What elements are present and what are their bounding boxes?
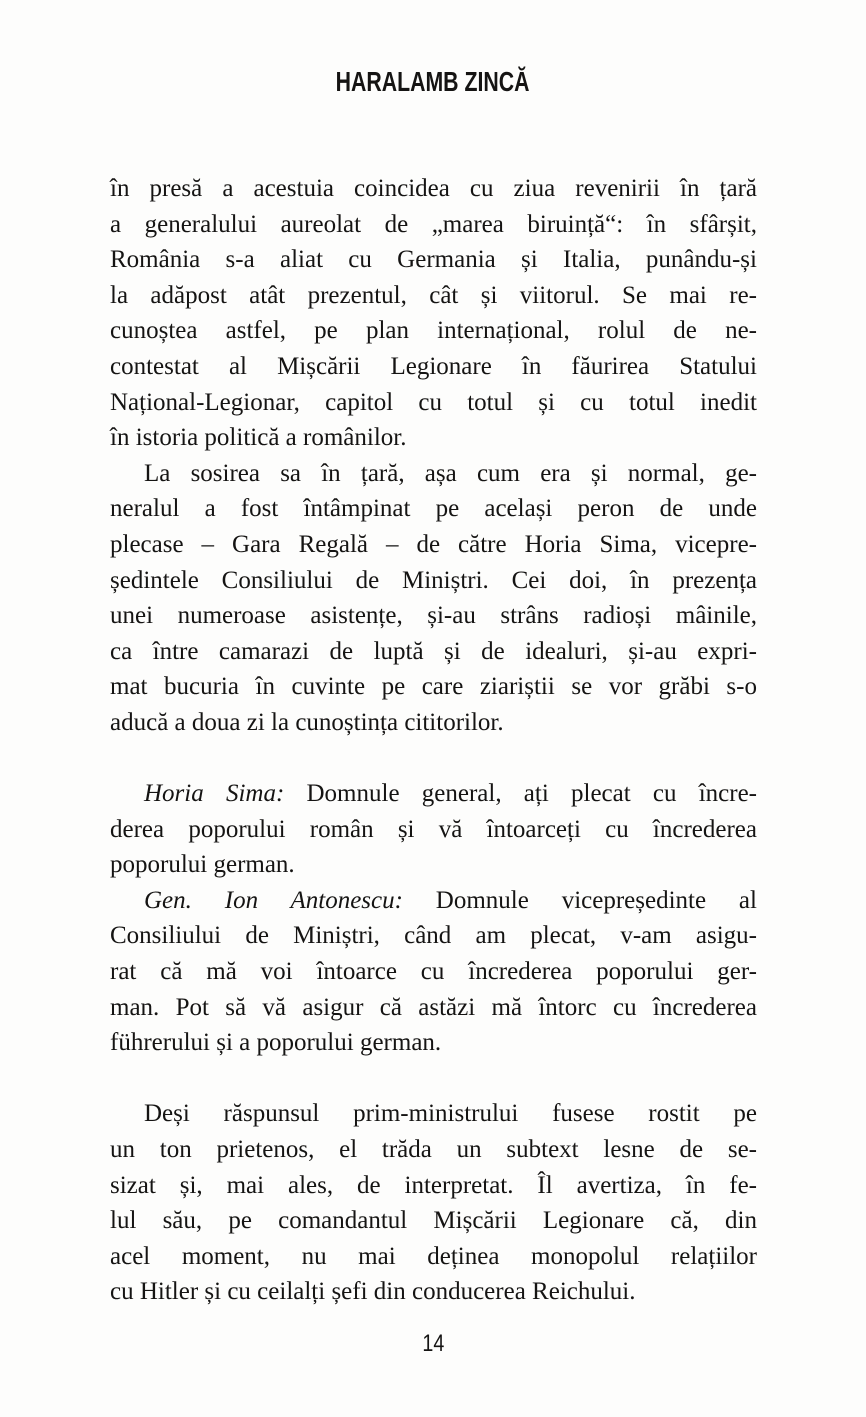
speaker-name: Gen. Ion Antonescu:: [144, 886, 403, 914]
text-line: Horia Sima: Domnule general, ați plecat cu încre-: [144, 780, 757, 808]
text-line: mat bucuria în cuvinte pe care ziariștii se vor grăbi s-o: [110, 673, 757, 701]
text-line: plecase – Gara Regală – de către Horia Sima, vicepre-: [110, 530, 757, 558]
text-line: în presă a acestuia coincidea cu ziua revenirii în țară: [110, 175, 757, 202]
text-line: Consiliului de Miniștri, când am plecat, v-am asigu-: [110, 922, 757, 950]
text-block: [110, 171, 757, 1310]
text-line: poporului german.: [110, 851, 295, 879]
text-line: aducă a doua zi la cunoștința cititorilor.: [110, 708, 504, 736]
text-line: sizat și, mai ales, de interpretat. Îl avertiza, în fe-: [110, 1171, 757, 1199]
paragraph-5: [110, 1096, 757, 1310]
text-line: lul său, pe comandantul Mișcării Legionare că, din: [110, 1207, 757, 1235]
text-line: un ton prietenos, el trăda un subtext lesne de se-: [110, 1136, 757, 1164]
text-line: acel moment, nu mai deținea monopolul relațiilor: [110, 1242, 757, 1270]
text-line: cu Hitler și cu ceilalți șefi din conducerea Reichului.: [110, 1278, 636, 1306]
paragraph-4: [110, 883, 757, 1061]
text-line: în istoria politică a românilor.: [110, 424, 407, 452]
text-line: derea poporului român și vă întoarceți cu încrederea: [110, 815, 757, 843]
text-line: La sosirea sa în țară, așa cum era și normal, ge-: [144, 459, 757, 487]
text-line: Deși răspunsul prim-ministrului fusese rostit pe: [144, 1100, 757, 1128]
paragraph-1: [110, 171, 757, 456]
text-line: a generalului aureolat de „marea biruință“: în sfârșit,: [110, 210, 757, 238]
text-line: unei numeroase asistențe, și-au strâns radioși mâinile,: [110, 602, 757, 630]
author-name: HARALAMB ZINCĂ: [336, 66, 530, 97]
text-line: ședintele Consiliului de Miniștri. Cei doi, în prezența: [110, 566, 757, 594]
text-line: la adăpost atât prezentul, cât și viitorul. Se mai re-: [110, 281, 757, 309]
text-line: führerului și a poporului german.: [110, 1029, 442, 1057]
text-line: ca între camarazi de luptă și de idealuri, și-au expri-: [110, 637, 757, 665]
text-line: cunoștea astfel, pe plan internațional, rolul de ne-: [110, 317, 757, 345]
paragraph-3: [110, 776, 757, 883]
text-line: rat că mă voi întoarce cu încrederea poporului ger-: [110, 958, 757, 986]
page-number-value: 14: [422, 1330, 444, 1357]
text-line: România s-a aliat cu Germania și Italia, punându-și: [110, 246, 757, 274]
text-line: Național-Legionar, capitol cu totul și cu totul inedit: [110, 388, 757, 416]
text-line: man. Pot să vă asigur că astăzi mă întorc cu încrederea: [110, 993, 757, 1021]
speaker-name: Horia Sima:: [144, 780, 285, 808]
paragraph-2: [110, 456, 757, 741]
running-header: [0, 66, 866, 98]
text-line: contestat al Mișcării Legionare în făurirea Statului: [110, 352, 757, 380]
page-number: [0, 1330, 866, 1358]
text-line: Gen. Ion Antonescu: Domnule vicepreședinte al: [144, 886, 757, 914]
text-line: neralul a fost întâmpinat pe același peron de unde: [110, 495, 757, 523]
